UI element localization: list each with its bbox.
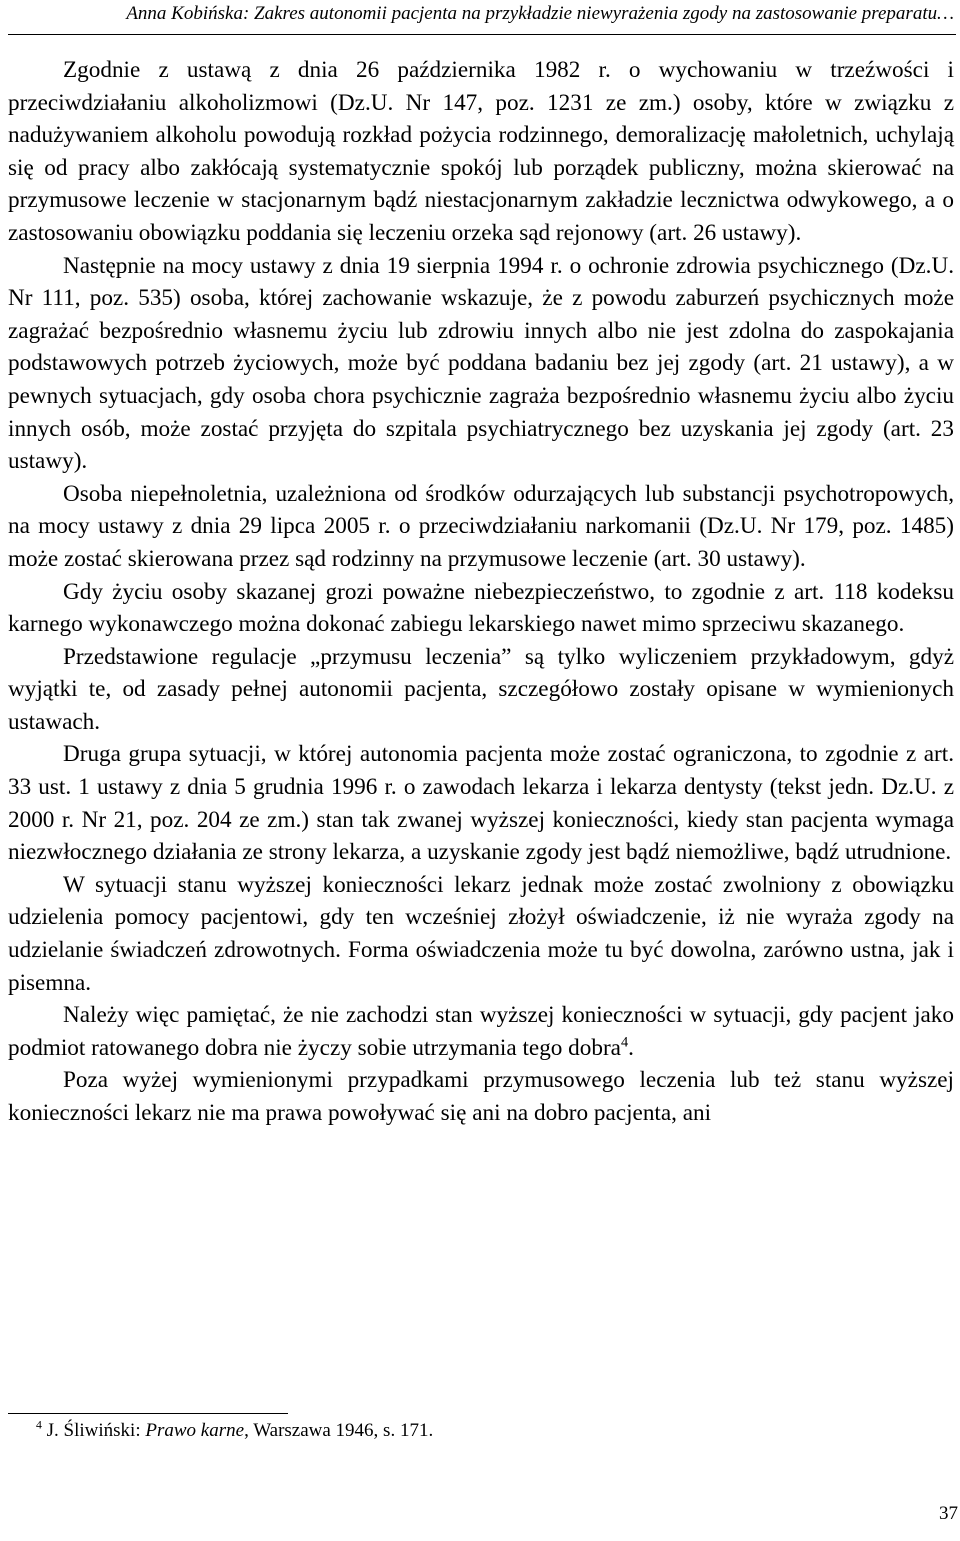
footnote: [36, 1418, 916, 1444]
footnote-mark: 4: [36, 1418, 42, 1432]
running-header: Anna Kobińska: Zakres autonomii pacjenta na przykładzie niewyrażenia zgody na zastosowanie preparatu…: [126, 3, 954, 24]
footnote-reference-punct: .: [628, 1034, 634, 1061]
footnote-author: J. Śliwiński:: [46, 1420, 146, 1441]
header-rule: [8, 34, 956, 35]
paragraph-alcohol-act: Zgodnie z ustawą z dnia 26 października 1982 r. o wychowaniu w trzeźwości i przeciwdziałaniu alkoholizmowi (Dz.U. Nr 147, poz. 1231 ze zm.) osoby, które w związku z nadużywaniem alkoholu powodują rozkład pożycia rodzinnego, demoralizację małoletnich, uchylają się od pracy albo zakłócają systematycznie spokój lub porządek publiczny, można skierować na przymusowe leczenie w stacjonarnym bądź niestacjonarnym zakładzie lecznictwa odwykowego, a o zastosowaniu obowiązku poddania się leczeniu orzeka sąd rejonowy (art. 26 ustawy).: [8, 57, 954, 246]
paragraph-other-cases: Poza wyżej wymienionymi przypadkami przymusowego leczenia lub też stanu wyższej konieczności lekarz nie ma prawa powoływać się ani na dobro pacjenta, ani: [8, 1067, 954, 1126]
paragraph-drug-act: Osoba niepełnoletnia, uzależniona od środków odurzających lub substancji psychotropowych, na mocy ustawy z dnia 29 lipca 2005 r. o przeciwdziałaniu narkomanii (Dz.U. Nr 179, poz. 1485) może zostać skierowana przez sąd rodzinny na przymusowe leczenie (art. 30 ustawy).: [8, 480, 954, 572]
body-text: [8, 54, 954, 1130]
paragraph-no-necessity: [8, 999, 954, 1064]
paragraph-necessity-state: Druga grupa sytuacji, w której autonomia pacjenta może zostać ograniczona, to zgodnie z art. 33 ust. 1 ustawy z dnia 5 grudnia 1996 r. o zawodach lekarza i lekarza dentysty (tekst jedn. Dz.U. z 2000 r. Nr 21, poz. 204 ze zm.) stan tak zwanej wyższej konieczności, kiedy stan pacjenta wymaga niezwłocznego działania ze strony lekarza, a uzyskanie zgody jest bądź niemożliwe, bądź utrudnione.: [8, 741, 954, 866]
paragraph-no-necessity-text: Należy więc pamiętać, że nie zachodzi stan wyższej konieczności w sytuacji, gdy pacjent jako podmiot ratowanego dobra nie życzy sobie utrzymania tego dobra: [8, 1002, 954, 1061]
footnote-title: Prawo karne: [145, 1420, 245, 1441]
footnote-rest: , Warszawa 1946, s. 171.: [244, 1420, 434, 1441]
paragraph-mental-health-act: Następnie na mocy ustawy z dnia 19 sierpnia 1994 r. o ochronie zdrowia psychicznego (Dz.U. Nr 111, poz. 535) osoba, której zachowanie wskazuje, że z powodu zaburzeń psychicznych może zagrażać bezpośrednio własnemu życiu lub zdrowiu innych albo nie jest zdolna do zaspokajania podstawowych potrzeb życiowych, może być poddana badaniu bez jej zgody (art. 21 ustawy), a w pewnych sytuacjach, gdy osoba chora psychicznie zagraża bezpośrednio własnemu życiu albo życiu innych osób, może zostać przyjęta do szpitala psychiatrycznego bez uzyskania jej zgody (art. 23 ustawy).: [8, 252, 954, 475]
paragraph-refusal-declaration: W sytuacji stanu wyższej konieczności lekarz jednak może zostać zwolniony z obowiązku udzielenia pomocy pacjentowi, gdy ten wcześniej złożył oświadczenie, iż nie wyraża zgody na udzielanie świadczeń zdrowotnych. Forma oświadczenia może tu być dowolna, zarówno ustna, jak i pisemna.: [8, 871, 954, 996]
footnote-reference: 4: [620, 1034, 629, 1051]
paragraph-examples-summary: Przedstawione regulacje „przymusu leczenia” są tylko wyliczeniem przykładowym, gdyż wyjątki te, od zasady pełnej autonomii pacjenta, szczegółowo zostały opisane w wymienionych ustawach.: [8, 643, 954, 735]
footnote-rule: [8, 1413, 288, 1414]
paragraph-penal-code: Gdy życiu osoby skazanej grozi poważne niebezpieczeństwo, to zgodnie z art. 118 kodeksu karnego wykonawczego można dokonać zabiegu lekarskiego nawet mimo sprzeciwu skazanego.: [8, 578, 954, 638]
page-number: 37: [939, 1503, 958, 1524]
